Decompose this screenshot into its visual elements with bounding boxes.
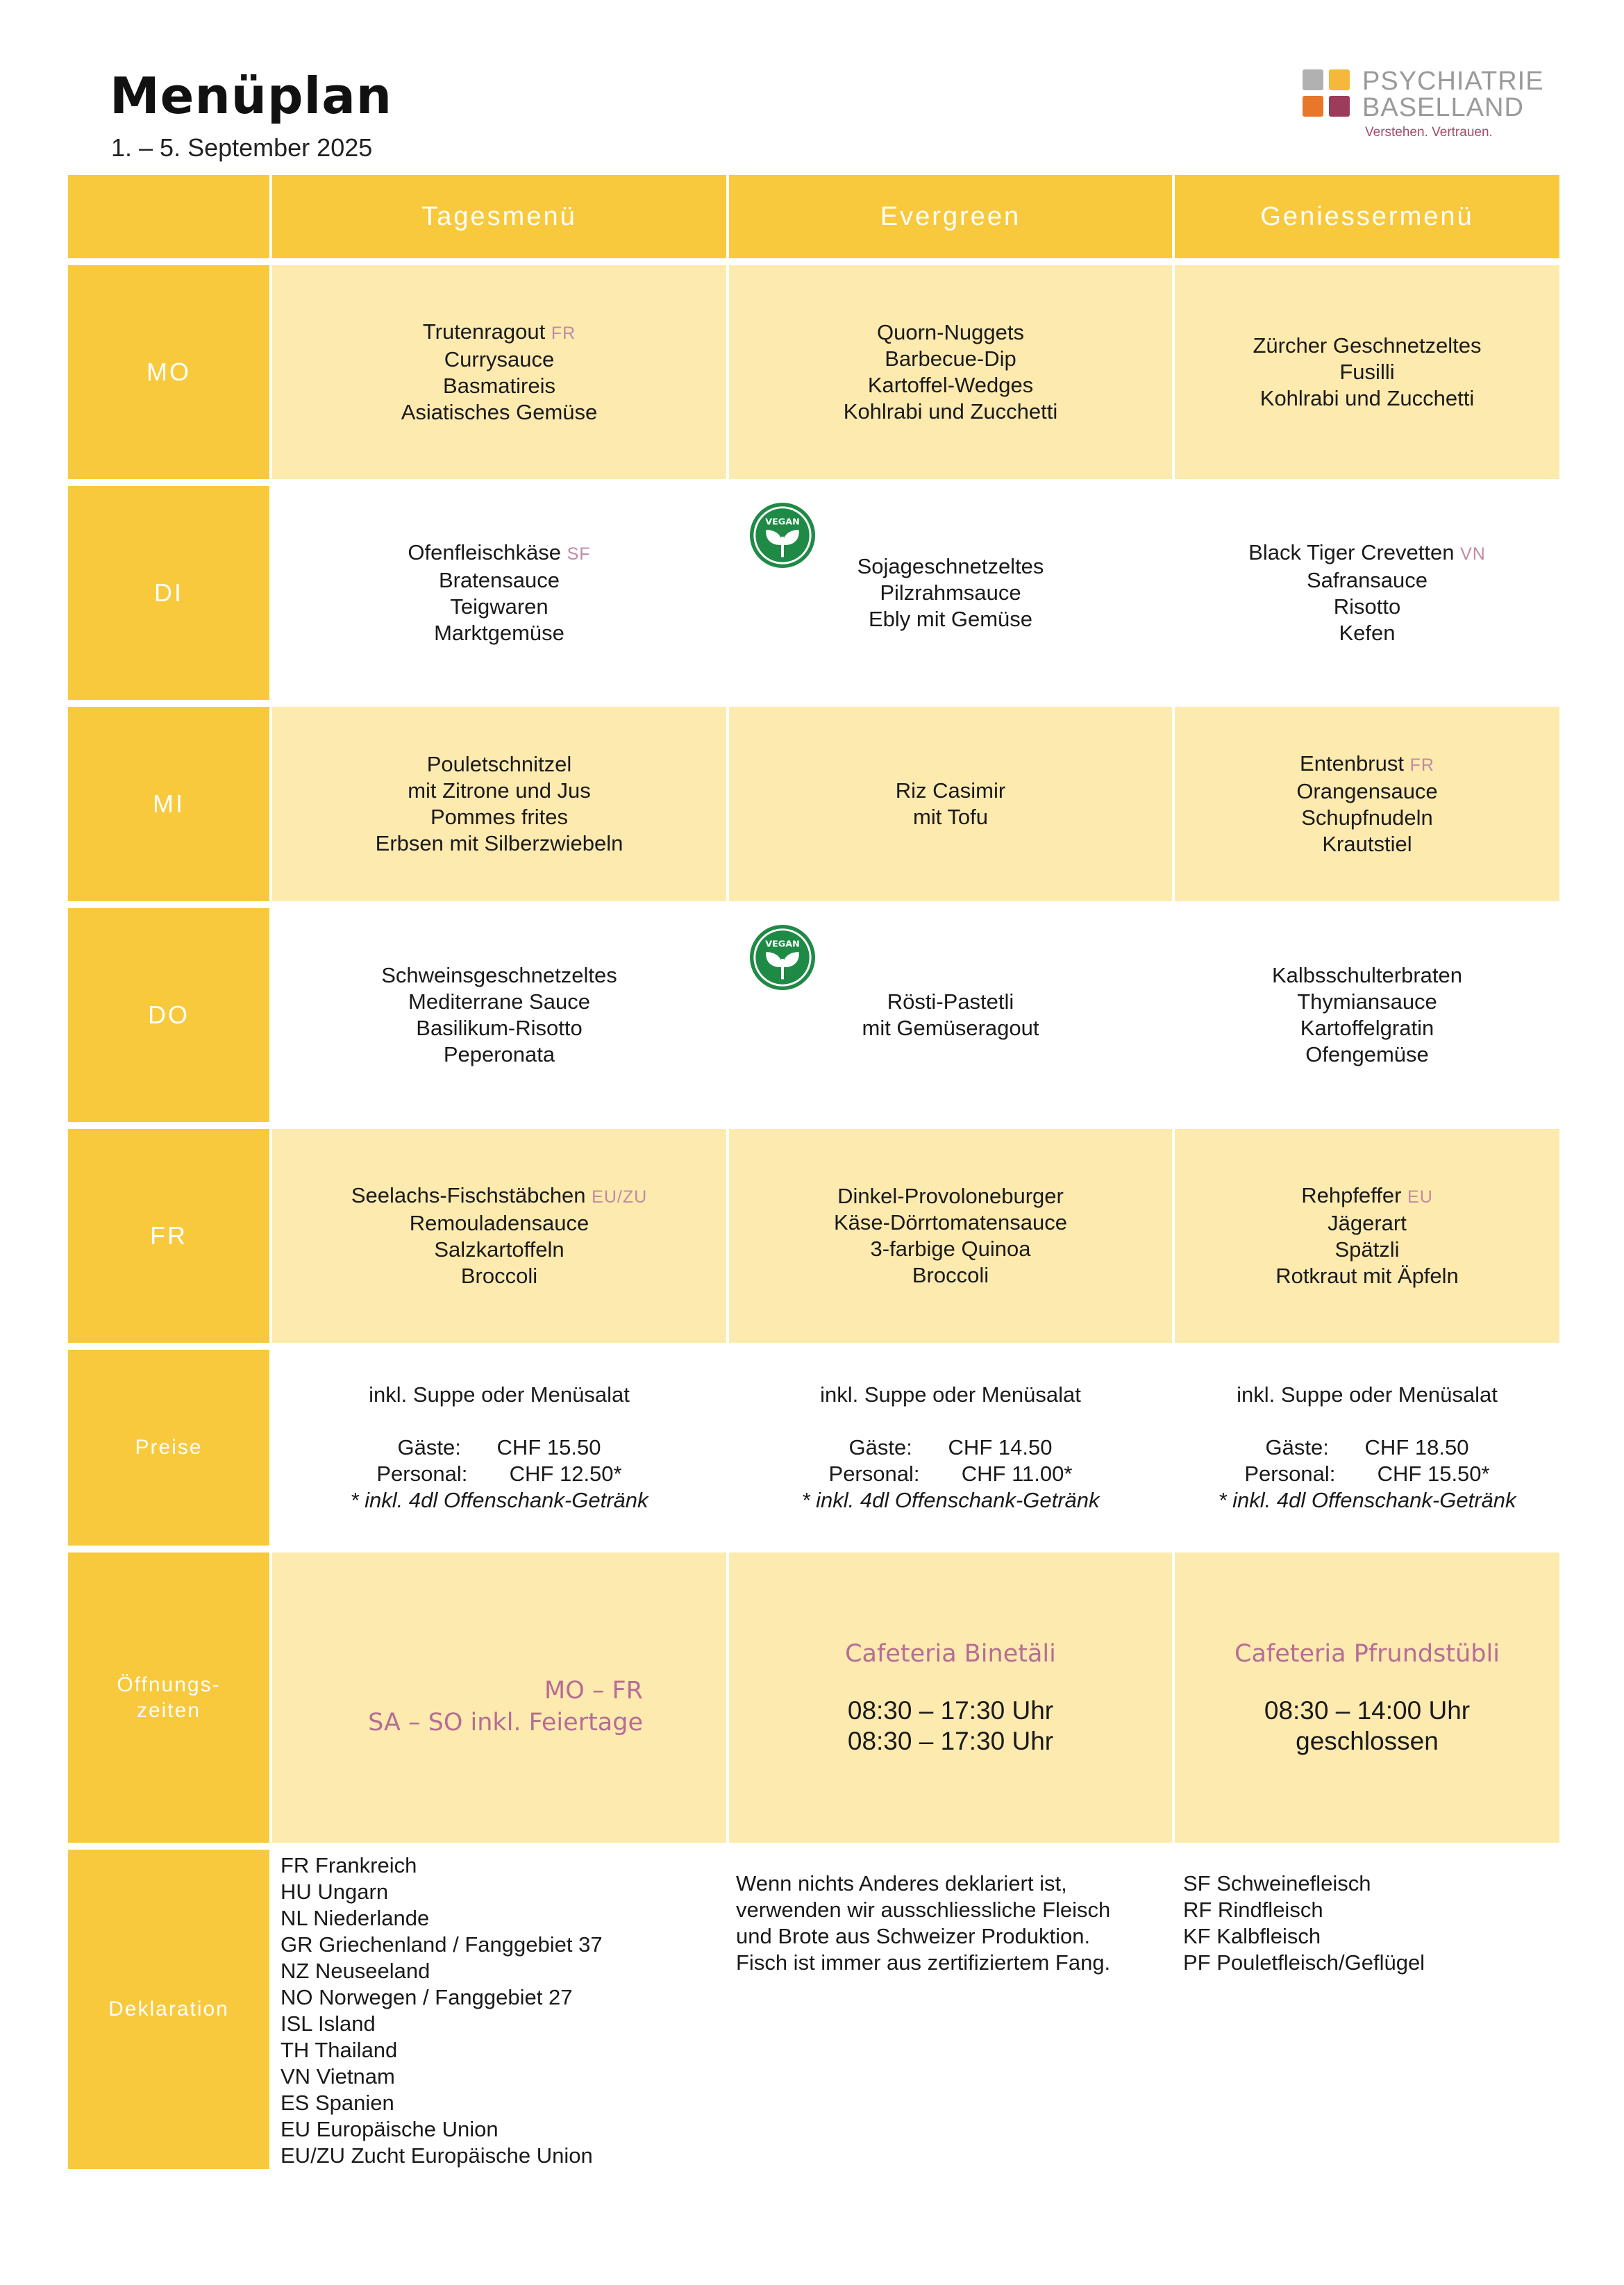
dish-line [1296, 831, 1437, 857]
declaration-line: verwenden wir ausschliessliche Fleisch [736, 1898, 1111, 1922]
dish-line [834, 1236, 1067, 1262]
declaration-line: EU/ZU Zucht Europäische Union [281, 2143, 593, 2168]
day-label: MO [68, 265, 269, 479]
dish-text: Sojageschnetzeltes [857, 554, 1044, 578]
menu-dishes [844, 319, 1057, 425]
declaration-line: Fisch ist immer aus zertifiziertem Fang. [736, 1950, 1111, 1975]
dish-line [351, 1210, 647, 1237]
declaration-line: HU Ungarn [281, 1880, 389, 1904]
logo-line1: PSYCHIATRIE [1362, 67, 1544, 96]
staff-label: Personal: [828, 1462, 920, 1486]
menu-cell [272, 1129, 726, 1343]
staff-price: CHF 11.00* [961, 1462, 1073, 1486]
cafeteria-name: Cafeteria Pfrundstübli [1234, 1640, 1500, 1668]
country-codes-list [281, 1852, 603, 2169]
menu-cell [1175, 486, 1559, 700]
guest-label: Gäste: [1265, 1435, 1329, 1459]
origin-tag: EU/ZU [592, 1187, 648, 1207]
menu-cell [729, 265, 1172, 479]
dish-text: Trutenragout [422, 319, 546, 344]
menu-cell [272, 265, 726, 479]
menu-dishes [351, 1182, 647, 1289]
menu-cell [272, 486, 726, 700]
menu-dishes [381, 962, 617, 1068]
dish-line [834, 1262, 1067, 1289]
dish-line [844, 399, 1057, 425]
dish-text: Broccoli [460, 1264, 538, 1288]
opening-hours [1234, 1639, 1500, 1757]
dish-line [381, 962, 617, 989]
declaration-line: Wenn nichts Anderes deklariert ist, [736, 1871, 1067, 1895]
menu-dishes [376, 751, 623, 857]
dish-line [351, 1263, 647, 1289]
vegan-badge-label: VEGAN [765, 517, 800, 528]
dish-line [381, 1015, 617, 1041]
weekday-hours: 08:30 – 17:30 Uhr [847, 1696, 1054, 1725]
menu-cell [272, 908, 726, 1122]
dish-line [381, 989, 617, 1015]
price-cell [729, 1350, 1172, 1546]
dish-text: Basilikum-Risotto [416, 1016, 583, 1040]
dish-line [1248, 567, 1486, 594]
logo-square [1303, 96, 1323, 117]
guest-label: Gäste: [397, 1435, 461, 1459]
dish-line [1275, 1182, 1459, 1210]
declaration-line: GR Griechenland / Fanggebiet 37 [281, 1932, 603, 1957]
dish-line [1248, 594, 1486, 620]
column-header: Geniessermenü [1175, 175, 1559, 258]
dish-line [857, 580, 1044, 606]
declaration-line: EU Europäische Union [281, 2117, 499, 2141]
declaration-line: TH Thailand [281, 2038, 398, 2062]
guest-price: CHF 18.50 [1364, 1435, 1469, 1459]
dish-line [1272, 962, 1462, 989]
price-note: * inkl. 4dl Offenschank-Getränk [1218, 1488, 1516, 1512]
dish-text: Rösti-Pastetli [887, 989, 1014, 1014]
dish-line [376, 804, 623, 830]
dish-text: mit Gemüseragout [862, 1016, 1039, 1040]
menu-dishes [862, 989, 1039, 1041]
dish-text: Mediterrane Sauce [408, 989, 590, 1014]
dish-text: Remouladensauce [409, 1211, 589, 1235]
menu-dishes [1296, 751, 1437, 857]
logo-tagline: Verstehen. Vertrauen. [1365, 125, 1493, 140]
price-intro: inkl. Suppe oder Menüsalat [1237, 1382, 1498, 1407]
staff-label: Personal: [1244, 1462, 1336, 1486]
dish-line [401, 346, 598, 373]
dish-text: Orangensauce [1296, 779, 1438, 803]
menu-cell [729, 1129, 1172, 1343]
menu-cell [1175, 707, 1559, 901]
dish-text: Käse-Dörrtomatensauce [834, 1210, 1067, 1234]
weekday-label: MO – FR [544, 1677, 643, 1705]
menu-dishes [857, 553, 1044, 633]
origin-tag: SF [567, 544, 591, 564]
dish-text: Spätzli [1334, 1237, 1400, 1262]
dish-text: Risotto [1333, 594, 1401, 619]
dish-text: Rotkraut mit Äpfeln [1275, 1264, 1459, 1288]
dish-line [857, 606, 1044, 633]
menu-cell [729, 707, 1172, 901]
prices-label: Preise [68, 1350, 269, 1546]
dish-line [844, 372, 1057, 399]
dish-line [1253, 333, 1481, 359]
dish-line [844, 346, 1057, 372]
dish-line [1248, 620, 1486, 646]
opening-hours-cell [1175, 1552, 1559, 1843]
hours-days [368, 1675, 643, 1739]
price-cell [272, 1350, 726, 1546]
day-label: FR [68, 1129, 269, 1343]
vegan-badge-label: VEGAN [765, 939, 800, 950]
dish-line [1296, 778, 1437, 805]
dish-line [1248, 539, 1486, 567]
column-header: Tagesmenü [272, 175, 726, 258]
dish-text: Kohlrabi und Zucchetti [1259, 386, 1475, 410]
dish-line [351, 1237, 647, 1263]
dish-text: Schupfnudeln [1301, 805, 1433, 830]
dish-line [408, 539, 590, 567]
dish-line [351, 1182, 647, 1210]
dish-text: Pommes frites [430, 805, 569, 829]
dish-text: Dinkel-Provoloneburger [837, 1184, 1064, 1208]
weekend-hours: 08:30 – 17:30 Uhr [847, 1727, 1054, 1755]
price-intro: inkl. Suppe oder Menüsalat [369, 1382, 630, 1407]
dish-text: Quorn-Nuggets [877, 320, 1024, 344]
weekend-label: SA – SO inkl. Feiertage [368, 1709, 643, 1736]
dish-line [1296, 805, 1437, 831]
dish-line [401, 319, 598, 346]
menu-dishes [401, 319, 598, 426]
guest-label: Gäste: [848, 1435, 912, 1459]
price-note: * inkl. 4dl Offenschank-Getränk [801, 1488, 1100, 1512]
price-intro: inkl. Suppe oder Menüsalat [820, 1382, 1081, 1407]
day-label: DO [68, 908, 269, 1122]
origin-note [736, 1870, 1110, 1976]
dish-text: Salzkartoffeln [434, 1237, 564, 1262]
declaration-line: und Brote aus Schweizer Produktion. [736, 1924, 1091, 1948]
dish-text: Jägerart [1328, 1211, 1407, 1235]
menu-cell [1175, 265, 1559, 479]
column-header: Evergreen [729, 175, 1172, 258]
dish-text: Thymiansauce [1297, 989, 1437, 1014]
hours-label-line2: zeiten [136, 1699, 201, 1722]
dish-text: Riz Casimir [895, 778, 1006, 803]
meat-codes-list [1183, 1870, 1425, 1976]
dish-text: Kartoffelgratin [1300, 1016, 1434, 1040]
dish-line [1296, 751, 1437, 778]
opening-hours-cell [729, 1552, 1172, 1843]
dish-text: Ofenfleischkäse [408, 540, 561, 564]
declaration-line: NL Niederlande [281, 1906, 430, 1930]
vegan-badge-icon [748, 501, 817, 569]
logo-square [1303, 69, 1323, 90]
declaration-line: NO Norwegen / Fanggebiet 27 [281, 1985, 573, 2009]
declaration-line: FR Frankreich [281, 1853, 417, 1877]
dish-text: Kartoffel-Wedges [867, 373, 1034, 397]
dish-text: Bratensauce [438, 568, 560, 592]
dish-text: Seelachs-Fischstäbchen [351, 1183, 586, 1207]
dish-line [401, 373, 598, 399]
dish-line [376, 830, 623, 857]
dish-text: Ebly mit Gemüse [868, 607, 1032, 631]
origin-tag: VN [1460, 544, 1486, 564]
dish-line [408, 620, 590, 646]
price-info [1218, 1382, 1516, 1514]
dish-text: Teigwaren [450, 594, 549, 619]
menu-dishes [896, 778, 1005, 830]
day-label: MI [68, 707, 269, 901]
dish-line [862, 1015, 1039, 1041]
menu-cell [1175, 1129, 1559, 1343]
hours-label-line1: Öffnungs- [117, 1673, 221, 1696]
staff-label: Personal: [376, 1462, 468, 1486]
dish-text: Kohlrabi und Zucchetti [843, 399, 1058, 424]
date-range: 1. – 5. September 2025 [111, 133, 373, 162]
origin-tag: FR [1409, 755, 1434, 775]
dish-line [1272, 1015, 1462, 1041]
dish-text: Safransauce [1306, 568, 1428, 592]
dish-text: Kalbsschulterbraten [1272, 963, 1462, 987]
logo-square [1329, 69, 1350, 90]
dish-line [857, 553, 1044, 580]
dish-line [381, 1041, 617, 1068]
page-title: Menüplan [110, 67, 393, 125]
dish-line [1253, 359, 1481, 385]
menu-dishes [408, 539, 590, 646]
dish-text: Broccoli [912, 1263, 989, 1287]
dish-text: Pouletschnitzel [426, 752, 572, 776]
staff-price: CHF 12.50* [509, 1462, 622, 1486]
dish-text: 3-farbige Quinoa [870, 1237, 1031, 1261]
dish-text: Marktgemüse [434, 621, 564, 645]
weekend-hours: geschlossen [1296, 1727, 1439, 1755]
menu-cell [1175, 908, 1559, 1122]
declaration-line: KF Kalbfleisch [1183, 1924, 1321, 1948]
logo-square [1329, 96, 1350, 117]
price-cell [1175, 1350, 1559, 1546]
origin-tag: EU [1407, 1187, 1433, 1207]
declaration-line: PF Pouletfleisch/Geflügel [1183, 1950, 1425, 1975]
guest-price: CHF 15.50 [496, 1435, 601, 1459]
dish-line [376, 751, 623, 778]
dish-text: Peperonata [443, 1042, 555, 1066]
menu-dishes [834, 1183, 1067, 1289]
staff-price: CHF 15.50* [1377, 1462, 1490, 1486]
dish-line [401, 399, 598, 426]
dish-text: Asiatisches Gemüse [401, 400, 598, 424]
price-info [350, 1382, 648, 1514]
dish-line [408, 567, 590, 594]
declaration-line: VN Vietnam [281, 2064, 395, 2089]
dish-line [1275, 1237, 1459, 1263]
dish-text: Erbsen mit Silberzwiebeln [375, 831, 623, 855]
dish-line [376, 778, 623, 804]
day-label: DI [68, 486, 269, 700]
dish-line [1272, 989, 1462, 1015]
weekday-hours: 08:30 – 14:00 Uhr [1264, 1696, 1471, 1725]
declaration-line: ISL Island [281, 2011, 376, 2036]
dish-text: Fusilli [1339, 360, 1395, 384]
dish-text: mit Tofu [913, 805, 988, 829]
menu-cell [272, 707, 726, 901]
declaration-line: NZ Neuseeland [281, 1959, 430, 1983]
dish-text: Barbecue-Dip [885, 346, 1016, 371]
dish-line [862, 989, 1039, 1015]
dish-text: Zürcher Geschnetzeltes [1253, 333, 1482, 358]
dish-line [834, 1210, 1067, 1236]
hours-label [68, 1552, 269, 1843]
cafeteria-name: Cafeteria Binetäli [845, 1640, 1056, 1668]
dish-line [408, 594, 590, 620]
menu-dishes [1248, 539, 1486, 646]
psychiatrie-baselland-logo [1303, 67, 1552, 143]
logo-line2: BASELLAND [1362, 93, 1524, 122]
declaration-line: SF Schweinefleisch [1183, 1871, 1371, 1895]
declaration-label: Deklaration [68, 1850, 269, 2169]
dish-text: Schweinsgeschnetzeltes [381, 963, 617, 987]
price-note: * inkl. 4dl Offenschank-Getränk [350, 1488, 648, 1512]
menu-dishes [1253, 333, 1481, 412]
dish-line [1272, 1041, 1462, 1068]
declaration-line: RF Rindfleisch [1183, 1898, 1323, 1922]
opening-hours [845, 1639, 1056, 1757]
dish-text: Krautstiel [1322, 832, 1412, 856]
menu-dishes [1275, 1182, 1459, 1289]
hours-days-cell [272, 1552, 726, 1843]
vegan-badge-icon [748, 923, 817, 991]
dish-text: Ofengemüse [1305, 1042, 1429, 1066]
dish-line [844, 319, 1057, 346]
dish-text: mit Zitrone und Jus [408, 778, 591, 803]
menu-dishes [1272, 962, 1462, 1068]
dish-line [1275, 1210, 1459, 1237]
dish-text: Basmatireis [443, 374, 555, 398]
dish-line [1253, 385, 1481, 412]
header-corner [68, 175, 269, 258]
declaration-line: ES Spanien [281, 2091, 394, 2115]
dish-text: Currysauce [444, 347, 555, 371]
dish-line [896, 804, 1005, 830]
dish-text: Black Tiger Crevetten [1248, 540, 1455, 564]
dish-text: Entenbrust [1300, 751, 1404, 776]
dish-line [834, 1183, 1067, 1210]
dish-text: Rehpfeffer [1301, 1183, 1402, 1207]
dish-line [896, 778, 1005, 804]
origin-tag: FR [551, 324, 576, 343]
guest-price: CHF 14.50 [948, 1435, 1053, 1459]
dish-text: Kefen [1339, 621, 1396, 645]
dish-line [1275, 1263, 1459, 1289]
price-info [801, 1382, 1099, 1514]
dish-text: Pilzrahmsauce [880, 580, 1021, 605]
